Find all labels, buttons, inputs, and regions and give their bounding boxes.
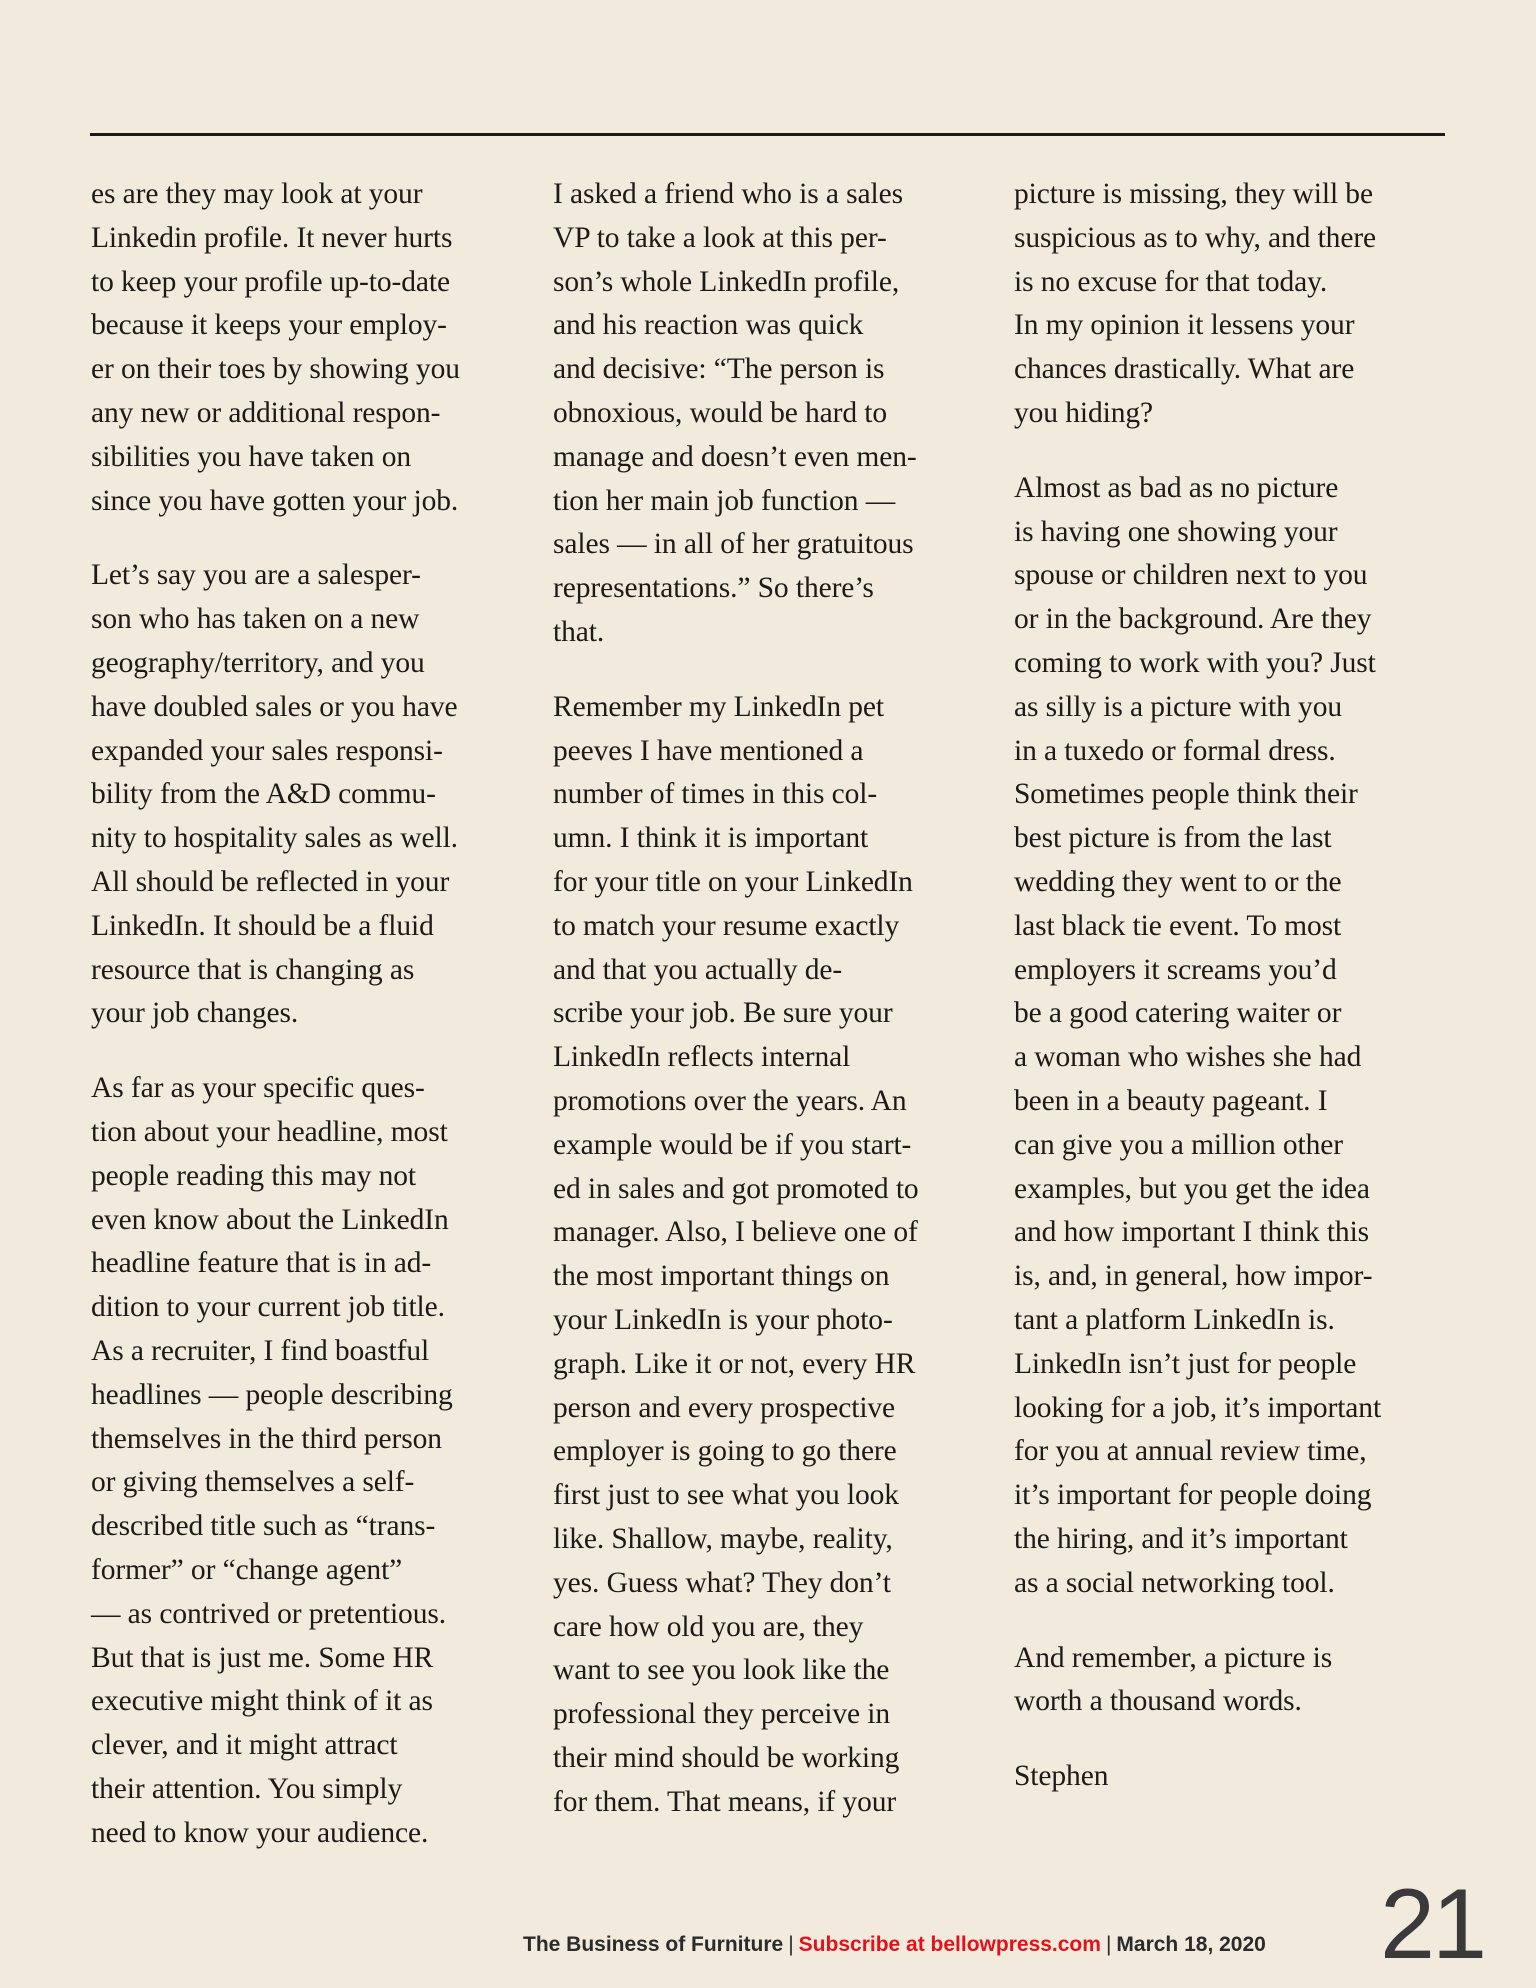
issue-date: March 18, 2020 — [1116, 1933, 1266, 1956]
text-line: best picture is from the last — [1014, 822, 1332, 855]
text-line: graph. Like it or not, every HR — [553, 1347, 916, 1380]
text-line: VP to take a look at this per- — [553, 221, 887, 254]
text-line: manager. Also, I believe one of — [553, 1216, 918, 1249]
text-line: have doubled sales or you have — [91, 690, 458, 723]
text-line: the hiring, and it’s important — [1014, 1522, 1348, 1555]
text-line: care how old you are, they — [553, 1610, 864, 1643]
article-paragraph — [91, 554, 541, 1036]
footer-separator: | — [1105, 1933, 1112, 1956]
text-line: to match your resume exactly — [553, 909, 900, 942]
text-line: All should be reflected in your — [91, 865, 450, 898]
article-paragraph — [553, 173, 1003, 655]
text-line: And remember, a picture is — [1014, 1641, 1333, 1674]
text-line: tion about your headline, most — [91, 1115, 448, 1148]
article-paragraph — [1014, 1637, 1464, 1725]
text-line: or giving themselves a self- — [91, 1466, 415, 1499]
text-line: employer is going to go there — [553, 1435, 897, 1468]
text-line: is no excuse for that today. — [1014, 265, 1328, 298]
article-paragraph — [1014, 1755, 1464, 1799]
text-line: sales — in all of her gratuitous — [553, 528, 914, 561]
text-line: is having one showing your — [1014, 515, 1338, 548]
article-paragraph — [91, 1067, 541, 1855]
text-line: worth a thousand words. — [1014, 1685, 1302, 1718]
text-line: example would be if you start- — [553, 1128, 912, 1161]
text-line: your LinkedIn is your photo- — [553, 1303, 893, 1336]
text-line: tant a platform LinkedIn is. — [1014, 1303, 1335, 1336]
text-line: I asked a friend who is a sales — [553, 178, 903, 210]
text-line: As a recruiter, I find boastful — [91, 1334, 430, 1367]
text-line: last black tie event. To most — [1014, 909, 1342, 942]
text-line: it’s important for people doing — [1014, 1479, 1372, 1512]
text-line: manage and doesn’t even men- — [553, 440, 917, 473]
text-line: number of times in this col- — [553, 778, 878, 811]
text-line: your job changes. — [91, 997, 299, 1030]
article-paragraph — [553, 686, 1003, 1825]
text-line: son’s whole LinkedIn profile, — [553, 265, 900, 298]
text-line: as silly is a picture with you — [1014, 690, 1343, 723]
text-line: can give you a million other — [1014, 1128, 1343, 1161]
text-line: and decisive: “The person is — [553, 353, 885, 386]
text-line: obnoxious, would be hard to — [553, 396, 888, 429]
text-line: wedding they went to or the — [1014, 865, 1342, 898]
article-paragraph — [1014, 467, 1464, 1606]
text-line: tion her main job function — — [553, 484, 896, 517]
text-line: suspicious as to why, and there — [1014, 221, 1377, 254]
text-line: described title such as “trans- — [91, 1510, 436, 1543]
text-line: Stephen — [1014, 1760, 1109, 1793]
text-line: or in the background. Are they — [1014, 603, 1372, 636]
text-line: er on their toes by showing you — [91, 353, 460, 386]
page-footer — [523, 1934, 1266, 1955]
text-line: — as contrived or pretentious. — [91, 1597, 447, 1630]
text-line: In my opinion it lessens your — [1014, 309, 1355, 342]
text-line: picture is missing, they will be — [1014, 178, 1373, 210]
header-rule — [90, 133, 1445, 136]
footer-separator: | — [788, 1933, 794, 1956]
article-column-2 — [553, 173, 1003, 1824]
text-line: be a good catering waiter or — [1014, 997, 1342, 1030]
subscribe-link[interactable]: Subscribe at bellowpress.com — [798, 1933, 1101, 1956]
text-line: and how important I think this — [1014, 1216, 1370, 1249]
text-line: since you have gotten your job. — [91, 484, 459, 517]
text-line: geography/territory, and you — [91, 646, 425, 679]
text-line: person and every prospective — [553, 1391, 896, 1424]
text-line: es are they may look at your — [91, 178, 423, 210]
text-line: promotions over the years. An — [553, 1084, 907, 1117]
text-line: in a tuxedo or formal dress. — [1014, 734, 1336, 767]
text-line: Almost as bad as no picture — [1014, 471, 1339, 504]
text-line: headlines — people describing — [91, 1378, 453, 1411]
text-line: clever, and it might attract — [91, 1729, 398, 1762]
text-line: Let’s say you are a salesper- — [91, 559, 421, 592]
text-line: dition to your current job title. — [91, 1291, 445, 1324]
text-line: professional they perceive in — [553, 1698, 891, 1731]
text-line: as a social networking tool. — [1014, 1566, 1335, 1599]
article-paragraph — [1014, 173, 1464, 436]
text-line: former” or “change agent” — [91, 1553, 403, 1586]
text-line: scribe your job. Be sure your — [553, 997, 893, 1030]
text-line: looking for a job, it’s important — [1014, 1391, 1382, 1424]
text-line: that. — [553, 615, 605, 648]
text-line: a woman who wishes she had — [1014, 1041, 1362, 1074]
text-line: son who has taken on a new — [91, 603, 420, 636]
text-line: and his reaction was quick — [553, 309, 864, 342]
text-line: their attention. You simply — [91, 1772, 403, 1805]
text-line: sibilities you have taken on — [91, 440, 412, 473]
text-line: and that you actually de- — [553, 953, 843, 986]
text-line: nity to hospitality sales as well. — [91, 822, 458, 855]
text-line: ed in sales and got promoted to — [553, 1172, 919, 1205]
text-line: been in a beauty pageant. I — [1014, 1084, 1328, 1117]
text-line: for you at annual review time, — [1014, 1435, 1367, 1468]
text-line: But that is just me. Some HR — [91, 1641, 434, 1674]
text-line: want to see you look like the — [553, 1654, 890, 1687]
text-line: examples, but you get the idea — [1014, 1172, 1370, 1205]
text-line: headline feature that is in ad- — [91, 1247, 432, 1280]
text-line: yes. Guess what? They don’t — [553, 1566, 891, 1599]
text-line: peeves I have mentioned a — [553, 734, 864, 767]
text-line: chances drastically. What are — [1014, 353, 1355, 386]
text-line: Linkedin profile. It never hurts — [91, 221, 453, 254]
text-line: even know about the LinkedIn — [91, 1203, 449, 1236]
text-line: LinkedIn isn’t just for people — [1014, 1347, 1357, 1380]
article-column-3 — [1014, 173, 1464, 1799]
text-line: is, and, in general, how impor- — [1014, 1260, 1373, 1293]
page-number: 21 — [1380, 1868, 1485, 1979]
text-line: you hiding? — [1014, 396, 1154, 429]
text-line: Sometimes people think their — [1014, 778, 1358, 811]
text-line: spouse or children next to you — [1014, 559, 1368, 592]
text-line: representations.” So there’s — [553, 572, 874, 605]
text-line: any new or additional respon- — [91, 396, 441, 429]
text-line: coming to work with you? Just — [1014, 646, 1376, 679]
text-line: Remember my LinkedIn pet — [553, 690, 885, 723]
article-paragraph — [91, 173, 541, 523]
text-line: their mind should be working — [553, 1741, 900, 1774]
text-line: expanded your sales responsi- — [91, 734, 443, 767]
text-line: bility from the A&D commu- — [91, 778, 436, 811]
text-line: for your title on your LinkedIn — [553, 865, 913, 898]
text-line: As far as your specific ques- — [91, 1072, 425, 1105]
text-line: to keep your profile up-to-date — [91, 265, 450, 298]
text-line: employers it screams you’d — [1014, 953, 1337, 986]
text-line: LinkedIn. It should be a fluid — [91, 909, 434, 942]
article-column-1 — [91, 173, 541, 1855]
text-line: for them. That means, if your — [553, 1785, 897, 1818]
text-line: umn. I think it is important — [553, 822, 869, 855]
text-line: first just to see what you look — [553, 1479, 899, 1512]
text-line: executive might think of it as — [91, 1685, 433, 1718]
text-line: people reading this may not — [91, 1159, 416, 1192]
text-line: because it keeps your employ- — [91, 309, 447, 342]
text-line: LinkedIn reflects internal — [553, 1041, 851, 1074]
publication-name: The Business of Furniture — [523, 1933, 784, 1956]
text-line: need to know your audience. — [91, 1816, 429, 1849]
text-line: resource that is changing as — [91, 953, 415, 986]
text-line: the most important things on — [553, 1260, 890, 1293]
text-line: themselves in the third person — [91, 1422, 442, 1455]
text-line: like. Shallow, maybe, reality, — [553, 1522, 893, 1555]
